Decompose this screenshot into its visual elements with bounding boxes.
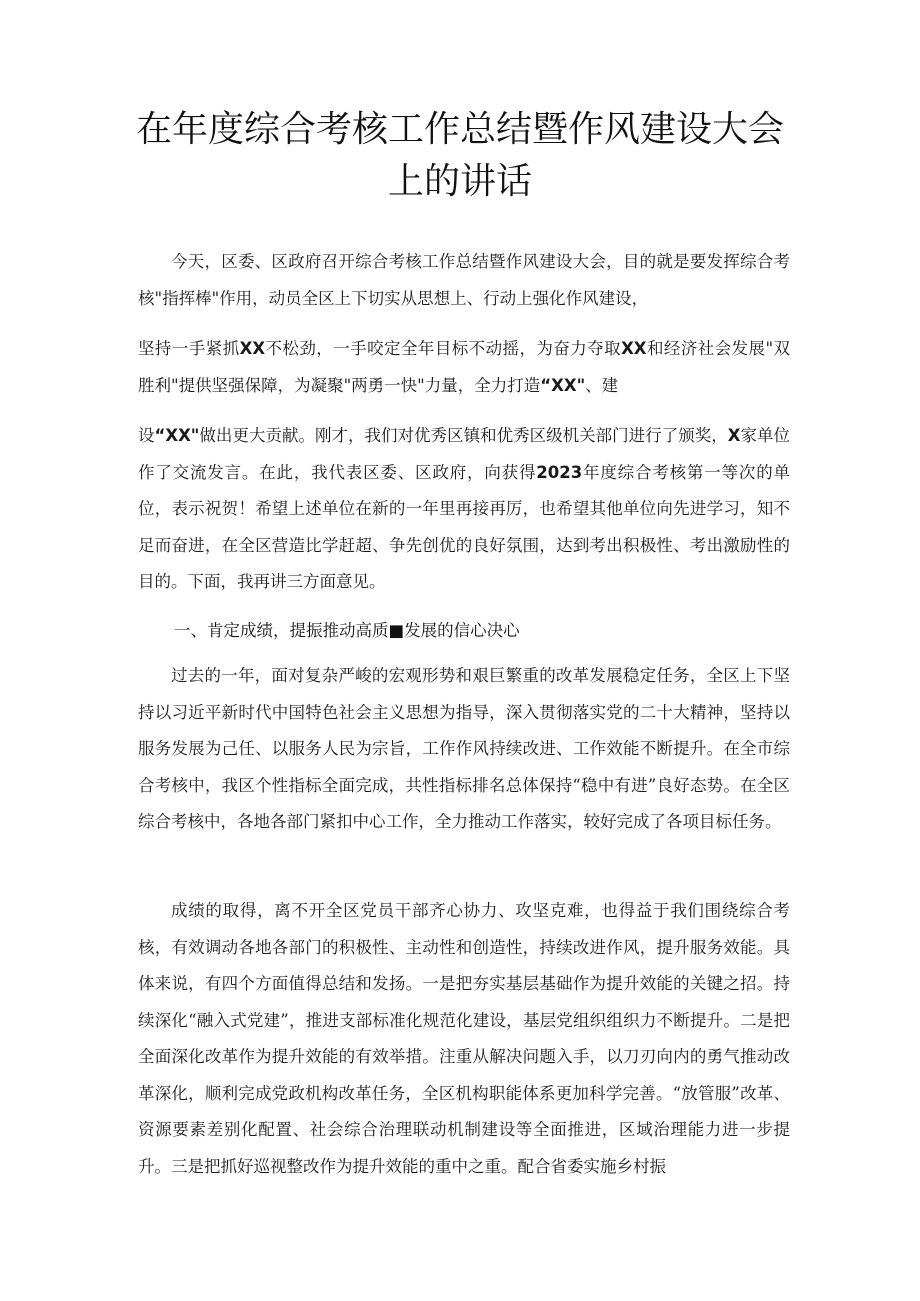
document-title <box>100 104 820 208</box>
section-heading-1: 一、肯定成绩，提振推动高质■发展的信心决心 <box>174 621 520 640</box>
bold-run: “XX" <box>540 375 586 395</box>
bold-run: XX <box>239 339 266 358</box>
text-run: 设 <box>138 426 155 445</box>
text-run: 做出更大贡献。刚才，我们对优秀区镇和优秀区级机关部门进行了颁奖， <box>199 426 728 445</box>
paragraph-results: 成绩的取得，离不开全区党员干部齐心协力、攻坚克难，也得益于我们围绕综合考核，有效调动各地各部门的积极性、主动性和创造性，持续改进作风，提升服务效能。具体来说，有四个方面值得总结和发扬。一是把夯实基层基础作为提升效能的关键之招。持续深化“融入式党建”，推进支部标准化规范化建设，基层党组织组织力不断提升。二是把全面深化改革作为提升效能的有效举措。注重从解决问题入手，以刀刃向内的勇气推动改革深化，顺利完成党政机构改革任务，全区机构职能体系更加科学完善。“放管服”改革、资源要素差别化配置、社会综合治理联动机制建设等全面推进，区域治理能力进一步提升。三是把抓好巡视整改作为提升效能的重中之重。配合省委实施乡村振 <box>138 901 790 1176</box>
bold-run: 2023 <box>536 462 583 482</box>
text-run: 年度综合考核第一等次的单位，表示祝贺！希望上述单位在新的一年里再接再厉，也希望其他单位向先进学习，知不足而奋进，在全区营造比学赶超、争先创优的良好氛围，达到考出积极性、考出激励性的目的。下面，我再讲三方面意见。 <box>138 462 791 591</box>
text-run: 不松劲，一手咬定全年目标不动摇，为奋力夺取 <box>265 339 622 358</box>
bold-run: X <box>727 426 741 445</box>
text-run: 坚持一手紧抓 <box>138 339 240 358</box>
title-line-2: 上的讲话 <box>387 161 532 202</box>
text-run: 、建 <box>585 375 619 395</box>
title-line-1: 在年度综合考核工作总结暨作风建设大会 <box>135 109 784 150</box>
bold-run: XX <box>621 339 647 358</box>
paragraph-achievements: 过去的一年，面对复杂严峻的宏观形势和艰巨繁重的改革发展稳定任务，全区上下坚持以习近平新时代中国特色社会主义思想为指导，深入贯彻落实党的二十大精神，坚持以服务发展为己任、以服务人民为宗旨，工作作风持续改进、工作效能不断提升。在全市综合考核中，我区个性指标全面完成，共性指标排名总体保持“稳中有进”良好态势。在全区综合考核中，各地各部门紧扣中心工作，全力推动工作落实，较好完成了各项目标任务。 <box>138 666 790 831</box>
paragraph-awards <box>138 418 790 601</box>
text-run: 和经济社会发展"双胜利"提供坚强保障，为凝聚"两勇一快"力量，全力打造 <box>138 339 791 395</box>
paragraph-intro: 今天，区委、区政府召开综合考核工作总结暨作风建设大会，目的就是要发挥综合考核"指挥棒"作用，动员全区上下切实从思想上、行动上强化作风建设， <box>138 252 790 308</box>
bold-run: “XX" <box>154 426 200 445</box>
text-run: 家单位作了交流发言。在此，我代表区委、区政府，向获得 <box>138 426 791 482</box>
paragraph-persist <box>138 331 790 404</box>
